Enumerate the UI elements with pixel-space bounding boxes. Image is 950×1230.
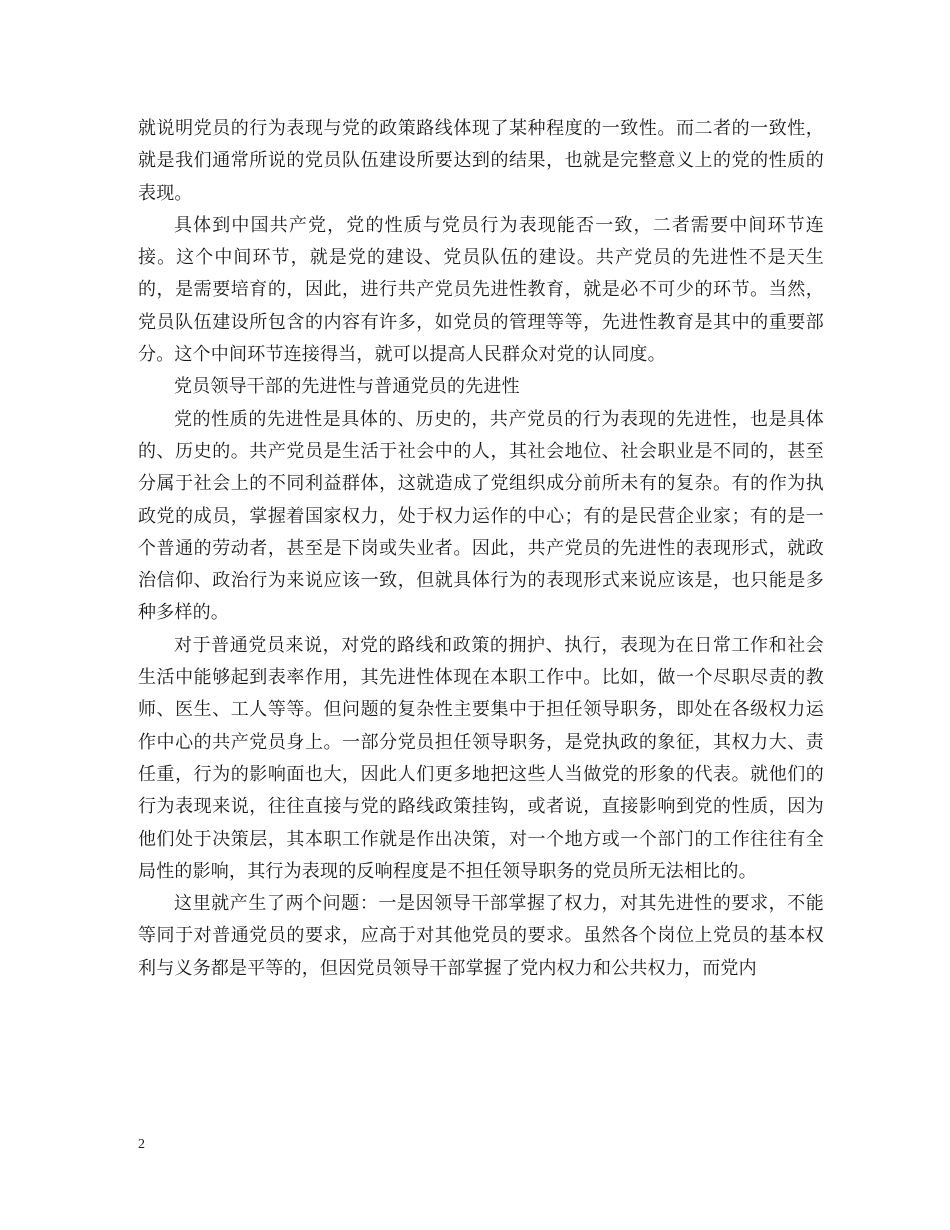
paragraph-5: 这里就产生了两个问题：一是因领导干部掌握了权力，对其先进性的要求，不能等同于对普通党员的要求，应高于对其他党员的要求。虽然各个岗位上党员的基本权利与义务都是平等的，但因党员领导干部掌握了党内权力和公共权力，而党内 [138, 893, 824, 979]
paragraph-1: 就说明党员的行为表现与党的政策路线体现了某种程度的一致性。而二者的一致性，就是我们通常所说的党员队伍建设所要达到的结果，也就是完整意义上的党的性质的表现。 [138, 118, 824, 204]
body-text [138, 113, 824, 985]
paragraph-2: 具体到中国共产党，党的性质与党员行为表现能否一致，二者需要中间环节连接。这个中间环节，就是党的建设、党员队伍的建设。共产党员的先进性不是天生的，是需要培育的，因此，进行共产党员先进性教育，就是必不可少的环节。当然，党员队伍建设所包含的内容有许多，如党员的管理等等，先进性教育是其中的重要部分。这个中间环节连接得当，就可以提高人民群众对党的认同度。 [138, 214, 824, 366]
page-number: 2 [138, 1137, 145, 1152]
section-heading: 党员领导干部的先进性与普通党员的先进性 [174, 376, 520, 398]
paragraph-4: 对于普通党员来说，对党的路线和政策的拥护、执行，表现为在日常工作和社会生活中能够起到表率作用，其先进性体现在本职工作中。比如，做一个尽职尽责的教师、医生、工人等等。但问题的复杂性主要集中于担任领导职务，即处在各级权力运作中心的共产党员身上。一部分党员担任领导职务，是党执政的象征，其权力大、责任重，行为的影响面也大，因此人们更多地把这些人当做党的形象的代表。就他们的行为表现来说，往往直接与党的路线政策挂钩，或者说，直接影响到党的性质，因为他们处于决策层，其本职工作就是作出决策，对一个地方或一个部门的工作往往有全局性的影响，其行为表现的反响程度是不担任领导职务的党员所无法相比的。 [138, 634, 824, 882]
paragraph-3: 党的性质的先进性是具体的、历史的，共产党员的行为表现的先进性，也是具体的、历史的。共产党员是生活于社会中的人，其社会地位、社会职业是不同的，甚至分属于社会上的不同利益群体，这就造成了党组织成分前所未有的复杂。有的作为执政党的成员，掌握着国家权力，处于权力运作的中心；有的是民营企业家；有的是一个普通的劳动者，甚至是下岗或失业者。因此，共产党员的先进性的表现形式，就政治信仰、政治行为来说应该一致，但就具体行为的表现形式来说应该是，也只能是多种多样的。 [138, 408, 824, 624]
